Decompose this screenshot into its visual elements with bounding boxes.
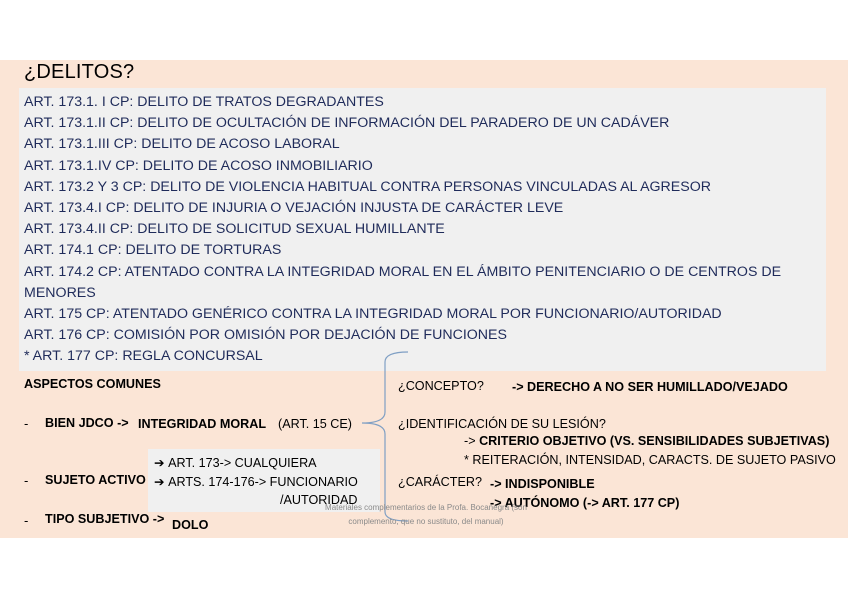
sujeto-line-1: ➔ ART. 173-> CUALQUIERA: [154, 456, 317, 470]
article-item: ART. 174.2 CP: ATENTADO CONTRA LA INTEGRIDAD MORAL EN EL ÁMBITO PENITENCIARIO O DE CENTROS DE MENORES: [24, 263, 782, 301]
concepto-answer: -> DERECHO A NO SER HUMILLADO/VEJADO: [512, 380, 788, 394]
watermark: [296, 501, 556, 529]
bullet-dash: -: [24, 473, 29, 488]
arrow-right-icon: ➔: [154, 475, 169, 489]
article-item: ART. 173.4.I CP: DELITO DE INJURIA O VEJACIÓN INJUSTA DE CARÁCTER LEVE: [24, 200, 564, 217]
tipo-label: TIPO SUBJETIVO ->: [45, 512, 165, 526]
article-item: ART. 173.1.IV CP: DELITO DE ACOSO INMOBILIARIO: [24, 157, 373, 174]
article-item: ART. 173.1.III CP: DELITO DE ACOSO LABORAL: [24, 136, 340, 153]
article-item: ART. 173.4.II CP: DELITO DE SOLICITUD SEXUAL HUMILLANTE: [24, 221, 445, 238]
caracter-question: ¿CARÁCTER?: [398, 475, 482, 489]
article-item: ART. 174.1 CP: DELITO DE TORTURAS: [24, 242, 282, 259]
article-item: * ART. 177 CP: REGLA CONCURSAL: [24, 348, 263, 365]
identificacion-answer-1: -> CRITERIO OBJETIVO (VS. SENSIBILIDADES SUBJETIVAS): [464, 434, 830, 448]
bien-value: INTEGRIDAD MORAL: [138, 417, 267, 431]
bullet-dash: -: [24, 513, 29, 528]
slide-title: ¿DELITOS?: [24, 61, 135, 83]
identificacion-answer-2: * REITERACIÓN, INTENSIDAD, CARACTS. DE SUJETO PASIVO: [464, 453, 836, 467]
watermark-line-2: complemento, que no sustituto, del manual): [348, 517, 504, 526]
sujeto-line-3: /AUTORIDAD: [280, 493, 358, 507]
article-item: ART. 173.1.II CP: DELITO DE OCULTACIÓN DE INFORMACIÓN DEL PARADERO DE UN CADÁVER: [24, 115, 670, 132]
article-item: ART. 173.1. I CP: DELITO DE TRATOS DEGRADANTES: [24, 94, 384, 110]
concepto-question: ¿CONCEPTO?: [398, 379, 484, 393]
article-item: ART. 176 CP: COMISIÓN POR OMISIÓN POR DEJACIÓN DE FUNCIONES: [24, 327, 507, 344]
aspectos-heading: ASPECTOS COMUNES: [24, 377, 161, 391]
bien-label: BIEN JDCO ->: [45, 416, 129, 430]
sujeto-line-2: ➔ ARTS. 174-176-> FUNCIONARIO: [154, 475, 358, 489]
arrow-right-icon: ➔: [154, 456, 169, 470]
caracter-answer-2: -> AUTÓNOMO (-> ART. 177 CP): [490, 496, 680, 510]
article-item: ART. 175 CP: ATENTADO GENÉRICO CONTRA LA INTEGRIDAD MORAL POR FUNCIONARIO/AUTORIDAD: [24, 306, 722, 323]
tipo-value: DOLO: [172, 518, 209, 532]
sujeto-label: SUJETO ACTIVO: [45, 473, 146, 487]
caracter-answer-1: -> INDISPONIBLE: [490, 477, 595, 491]
article-item: ART. 173.2 Y 3 CP: DELITO DE VIOLENCIA HABITUAL CONTRA PERSONAS VINCULADAS AL AGRESOR: [24, 178, 712, 195]
bien-value-ref: (ART. 15 CE): [278, 417, 352, 431]
watermark-line-1: Materiales complementarios de la Profa. Bocanegra (son: [325, 503, 527, 512]
identificacion-question: ¿IDENTIFICACIÓN DE SU LESIÓN?: [398, 417, 606, 431]
bullet-dash: -: [24, 416, 29, 431]
